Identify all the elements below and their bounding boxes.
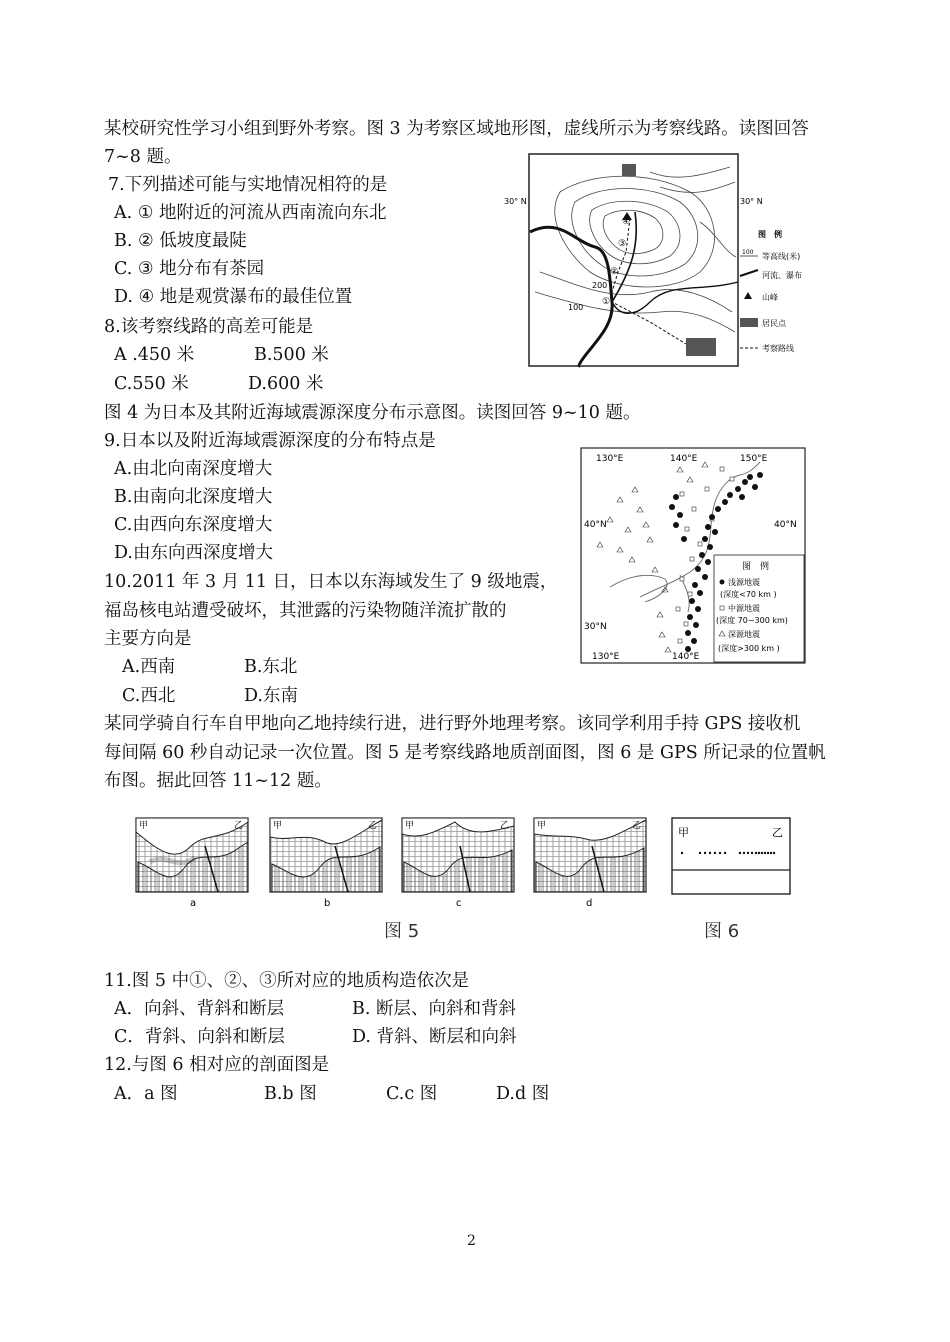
panel-b-start: 甲 [273,821,283,831]
question-11: 11.图 5 中①、②、③所对应的地质构造依次是 [104,971,470,991]
intro-paragraph-3-line-3: 布图。据此回答 11~12 题。 [104,771,332,791]
fig3-legend-title: 图 例 [758,230,782,239]
question-10-option-c: C.西北 [122,686,176,706]
question-10-option-b: B.东北 [244,657,298,677]
figure-5-caption: 图 5 [384,921,420,942]
intro-paragraph-3-line-2: 每间隔 60 秒自动记录一次位置。图 5 是考察线路地质剖面图，图 6 是 GPS 所记录的位置帆 [104,743,826,763]
question-7-option-b: B. ② 低坡度最陡 [114,231,247,251]
figure-6-gps-record [668,812,798,947]
fig3-mark-2: ② [610,267,619,277]
question-9: 9.日本以及附近海域震源深度的分布特点是 [104,431,436,451]
figure-5-cross-sections [130,812,660,947]
question-9-option-b: B.由南向北深度增大 [114,487,273,507]
fig3-legend-contour: 等高线(米) [762,252,801,261]
panel-b-label: b [324,898,331,909]
question-10-line-2: 福岛核电站遭受破坏，其泄露的污染物随洋流扩散的 [104,601,507,621]
cross-section-panel-c [402,818,514,909]
panel-c-start: 甲 [405,821,415,831]
fig3-legend-river-sample [740,270,758,276]
fig3-mark-4: ④ [622,217,631,227]
fig4-legend-deep: 深源地震 [728,630,760,639]
fig3-legend-route: 考察路线 [762,344,794,353]
panel-d-end: 乙 [632,821,642,831]
fig3-mark-3: ③ [618,239,627,249]
fig3-legend-contour-value: 100 [742,249,754,256]
fig4-lon-130-top: 130°E [596,454,624,464]
fig4-legend-shallow-icon [720,580,725,585]
panel-d-label: d [586,898,593,909]
fig3-contour-200: 200 [592,281,608,290]
question-11-option-c: C．背斜、向斜和断层 [114,1027,285,1047]
fig4-legend-mid-icon [720,606,724,610]
fig4-legend-shallow: 浅源地震 [728,578,760,587]
question-8-option-a: A .450 米 [114,345,195,365]
cross-section-panel-b [270,818,382,909]
fig4-lat-40-right: 40°N [774,520,797,530]
fig4-lon-150-top: 150°E [740,454,768,464]
intro-paragraph-2: 图 4 为日本及其附近海域震源深度分布示意图。读图回答 9~10 题。 [104,403,641,423]
fig6-end: 乙 [772,826,783,839]
panel-c-end: 乙 [500,821,510,831]
question-10-option-a: A.西南 [122,657,176,677]
question-7-option-d: D. ④ 地是观赏瀑布的最佳位置 [114,287,353,307]
fig3-lat-right: 30° N [740,197,763,206]
fig4-lat-30: 30°N [584,622,607,632]
question-8-option-d: D.600 米 [248,374,324,394]
page-number: 2 [467,1233,476,1249]
fig4-legend-deep-range: (深度>300 km ) [718,644,780,653]
panel-d-start: 甲 [537,821,547,831]
figure-3-topographic-map [500,152,840,370]
question-8: 8.该考察线路的高差可能是 [104,317,314,337]
panel-a-label: a [190,898,197,909]
question-9-option-c: C.由西向东深度增大 [114,515,273,535]
question-9-option-a: A.由北向南深度增大 [114,459,273,479]
question-10-line-3: 主要方向是 [104,629,192,649]
fig4-lon-140-bot: 140°E [672,652,700,662]
fig3-legend-settlement-icon [740,318,758,327]
question-7-option-c: C. ③ 地分布有茶园 [114,259,265,279]
panel-a-start: 甲 [139,821,149,831]
question-8-option-c: C.550 米 [114,374,189,394]
cross-section-panel-a [136,818,248,909]
panel-b-end: 乙 [368,821,378,831]
intro-paragraph-3-line-1: 某同学骑自行车自甲地向乙地持续行进，进行野外地理考察。该同学利用手持 GPS 接收机 [104,714,801,734]
fig3-mark-1: ① [602,297,611,307]
fig4-lon-140-top: 140°E [670,454,698,464]
fig3-legend-river: 河流、瀑布 [762,271,802,280]
fig3-legend-peak-icon [744,292,752,299]
fig3-legend-settlement: 居民点 [762,319,786,328]
question-12: 12.与图 6 相对应的剖面图是 [104,1055,330,1075]
question-12-option-b: B.b 图 [264,1084,317,1104]
question-10-line-1: 10.2011 年 3 月 11 日，日本以东海域发生了 9 级地震， [104,572,558,592]
question-12-option-d: D.d 图 [496,1084,550,1104]
question-8-option-b: B.500 米 [254,345,329,365]
fig4-legend-mid-range: (深度 70~300 km) [716,616,788,625]
question-9-option-d: D.由东向西深度增大 [114,543,273,563]
fig4-legend-shallow-range: (深度<70 km ) [720,590,777,599]
question-12-option-c: C.c 图 [386,1084,438,1104]
panel-a-end: 乙 [234,821,244,831]
fig3-lat-left: 30° N [504,197,527,206]
question-11-option-a: A．向斜、背斜和断层 [114,999,285,1019]
question-11-option-b: B. 断层、向斜和背斜 [352,999,516,1019]
question-10-option-d: D.东南 [244,686,298,706]
figure-4-earthquake-map [580,447,808,665]
fig4-legend-mid: 中源地震 [728,604,760,613]
question-7-option-a: A. ① 地附近的河流从西南流向东北 [114,203,387,223]
fig4-lat-40-left: 40°N [584,520,607,530]
fig6-start: 甲 [678,826,689,839]
fig3-legend-peak: 山峰 [762,293,778,302]
figure-6-caption: 图 6 [704,921,740,942]
fig4-legend-title: 图 例 [742,562,770,572]
intro-paragraph-1-cont: 7~8 题。 [104,147,182,167]
question-7: 7.下列描述可能与实地情况相符的是 [108,175,388,195]
intro-paragraph-1: 某校研究性学习小组到野外考察。图 3 为考察区域地形图，虚线所示为考察线路。读图回答 [104,119,809,139]
panel-c-label: c [456,898,462,909]
fig3-contour-100: 100 [568,303,584,312]
question-12-option-a: A．a 图 [114,1084,178,1104]
cross-section-panel-d [534,818,646,909]
fig4-lon-130-bot: 130°E [592,652,620,662]
question-11-option-d: D. 背斜、断层和向斜 [352,1027,517,1047]
